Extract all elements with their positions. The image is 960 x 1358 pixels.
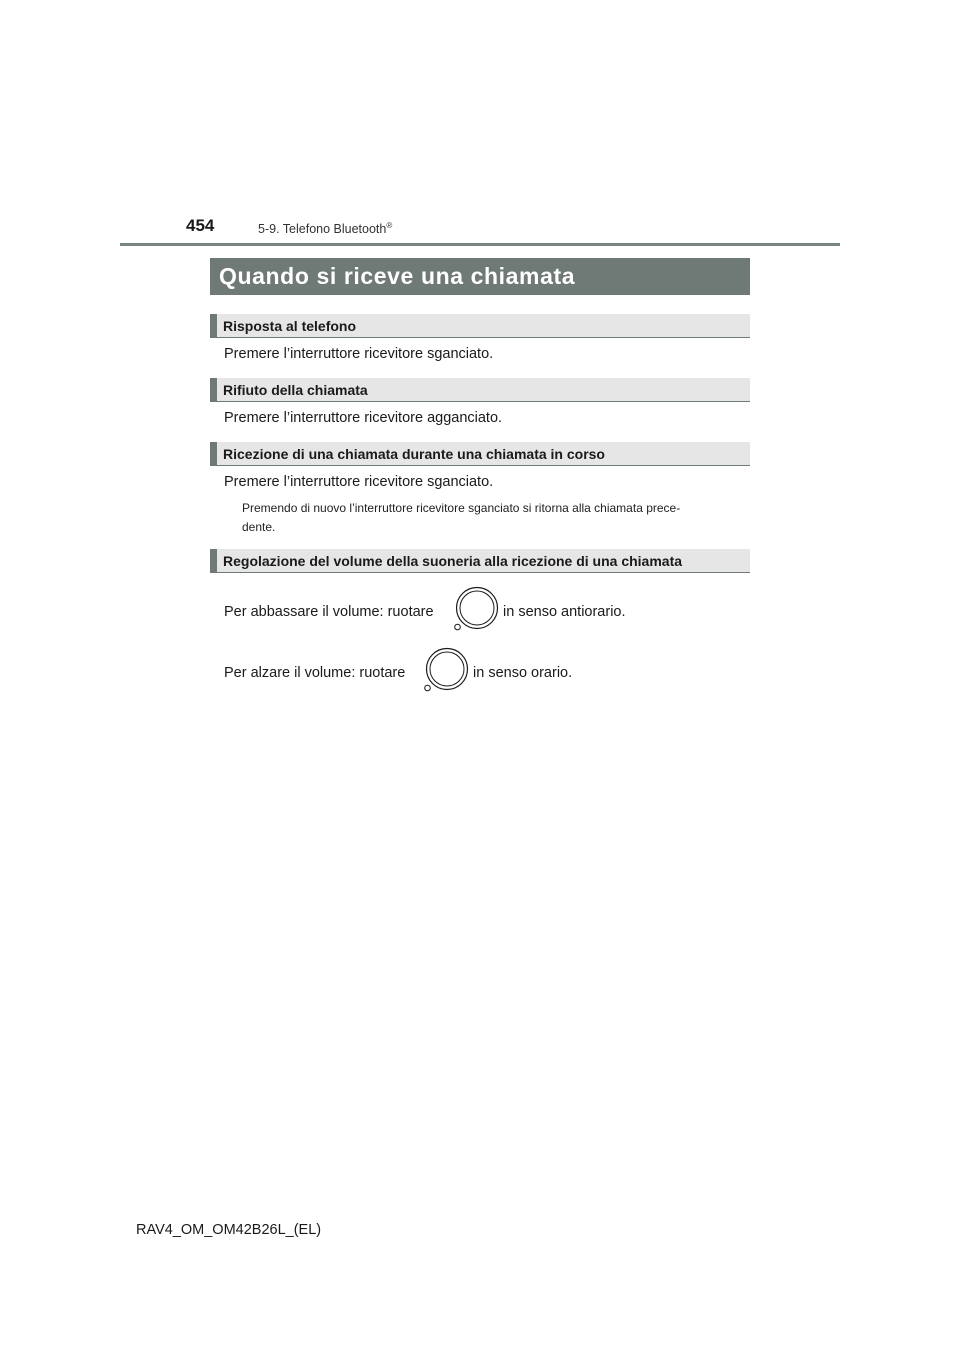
volume-increase-after: in senso orario. xyxy=(473,665,573,681)
call-waiting-note-line-2: dente. xyxy=(242,520,276,534)
subheading-reject-call: Rifiuto della chiamata xyxy=(210,378,750,402)
reject-call-text: Premere l’interruttore ricevitore agganciato. xyxy=(224,410,503,426)
section-label xyxy=(258,221,392,236)
page-title: Quando si riceve una chiamata xyxy=(210,258,750,295)
volume-decrease-after: in senso antiorario. xyxy=(503,604,626,620)
volume-increase-before: Per alzare il volume: ruotare xyxy=(224,665,406,681)
call-waiting-text: Premere l’interruttore ricevitore sganciato. xyxy=(224,474,494,490)
volume-knob-icon xyxy=(451,584,501,634)
subheading-answer-call: Risposta al telefono xyxy=(210,314,750,338)
page-number: 454 xyxy=(186,216,215,235)
header-rule xyxy=(120,243,840,246)
registered-mark: ® xyxy=(386,221,393,230)
volume-decrease-before: Per abbassare il volume: ruotare xyxy=(224,604,434,620)
subheading-ringtone-volume: Regolazione del volume della suoneria alla ricezione di una chiamata xyxy=(210,549,750,573)
footer-document-code: RAV4_OM_OM42B26L_(EL) xyxy=(136,1222,322,1238)
section-label-text: 5-9. Telefono Bluetooth xyxy=(258,222,387,237)
call-waiting-note-line-1: Premendo di nuovo l’interruttore ricevitore sganciato si ritorna alla chiamata prece- xyxy=(242,501,681,515)
call-waiting-note xyxy=(242,499,747,537)
volume-knob-icon xyxy=(421,645,471,695)
answer-call-text: Premere l’interruttore ricevitore sganciato. xyxy=(224,346,494,362)
subheading-call-waiting: Ricezione di una chiamata durante una chiamata in corso xyxy=(210,442,750,466)
